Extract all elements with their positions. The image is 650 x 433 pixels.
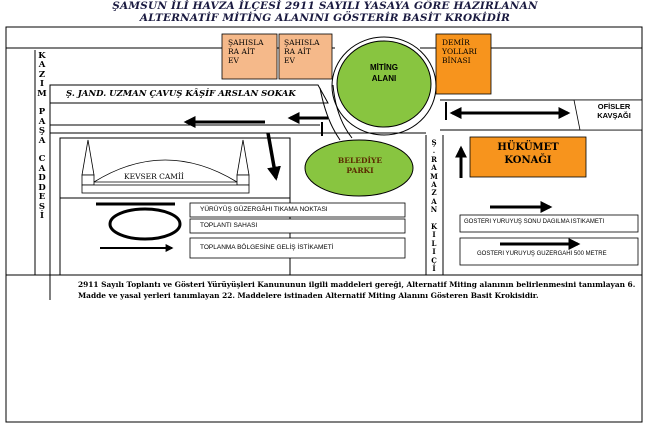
map-title-line-1: ŞAMSUN İLİ HAVZA İLÇESİ 2911 SAYILI YASAYA GÖRE HAZIRLANAN [112,0,538,12]
mosque-label: KEVSER CAMİİ [124,172,184,181]
rally-area [337,41,431,127]
ramazan-letter: Ç [431,255,437,265]
kazim-letter: A [38,60,46,71]
kazim-letter: A [38,163,46,174]
house2-line: EV [284,56,295,65]
kazim-letter: A [38,116,46,127]
kazim-letter: E [38,192,46,203]
footer-note: 2911 Sayılı Toplantı ve Gösteri Yürüyüşleri Kanununun ilgili maddeleri gereği, Alternatif Miting alanının belirlenmesini tanımlayan 6. Madde ve yasal yerleri tanımlayan 22. Maddelere istinaden Alternatif Miting Alanını Gösteren Basit Krokisidir. [78,280,636,300]
ramazan-letter: N [430,205,438,215]
minaret-base-left [82,175,94,185]
house1-line: ŞAHISLA [228,38,264,47]
house2-line: RA AİT [284,47,311,56]
legend-toplanti-label: TOPLANTI SAHASI [200,222,258,229]
ramazan-letter: A [431,163,437,173]
ramazan-letter: I [432,247,436,257]
ramazan-letter: I [432,264,436,274]
ramazan-letter: I [432,230,436,240]
ramazan-letter: A [431,196,437,206]
government-label [470,141,586,167]
rally-line: MİTİNG [370,63,398,72]
ramazan-kilic-street-label [428,139,440,274]
ramazan-letter: Ş [431,138,437,147]
private-house-1-label [228,38,264,65]
kazim-letter: C [38,154,46,165]
kazim-letter: S [38,201,46,212]
ramazan-letter: Z [431,188,437,198]
gov-line: HÜKÜMET [497,142,559,153]
park-line: BELEDİYE [337,156,383,165]
kazim-letter: Z [38,69,46,80]
house2-line: ŞAHISLA [284,38,320,47]
ramazan-letter: M [430,171,438,181]
kazim-letter: A [38,135,46,146]
map-title-line-2: ALTERNATİF MİTİNG ALANINI GÖSTERİR BASİT KROKİDİR [139,12,511,24]
legend-dagilma-label: GOSTERI YURUYUŞ SONU DAGILMA ISTIKAMETI [464,219,605,225]
ramazan-letter: A [431,180,437,190]
railway-line: DEMİR [442,38,470,47]
legend-tikama-label: YÜRÜYÜŞ GÜZERGÂHI TIKAMA NOKTASI [200,206,328,213]
ofisler-line1: OFİSLER [597,102,631,111]
legend-guzergah-label: GOSTERI YURUYUŞ GUZERGAHI 500 METRE [477,251,607,257]
railway-line: YOLLARI [442,47,478,56]
private-house-2-label [284,38,320,65]
kazim-letter: K [38,51,46,61]
rally-line: ALANI [371,74,397,83]
kazim-letter: D [38,182,46,193]
park-label [330,156,390,176]
minaret-base-right [237,175,249,185]
ramazan-letter: . [432,146,436,156]
ofisler-line2: KAVŞAĞI [597,110,631,120]
railway-building-label [442,38,477,65]
house1-line: RA AİT [228,47,255,56]
kazim-letter: İ [40,210,44,221]
kazim-letter: P [38,107,46,118]
railway-line: BİNASI [442,56,471,65]
rally-area-label [360,62,408,84]
park-line: PARKI [346,166,374,175]
ramazan-letter: K [430,222,438,232]
kazim-letter: I [40,79,44,90]
kazim-pasa-street-label [36,52,48,221]
jandarma-street-label: Ş. JAND. UZMAN ÇAVUŞ KÂŞİF ARSLAN SOKAK [66,89,296,99]
meeting-area-symbol [110,209,180,239]
ramazan-letter: L [431,238,437,248]
kazim-letter: D [38,173,46,184]
ofisler-junction-label [592,103,636,120]
gov-line: KONAĞI [504,155,552,166]
ramazan-letter: R [431,154,437,164]
kazim-letter: M [37,88,47,99]
house1-line: EV [228,56,239,65]
kazim-letter: Ş [38,126,46,137]
mosque-base [82,185,249,193]
legend-toplanma-label: TOPLANMA BÖLGESİNE GELİŞ İSTİKAMETİ [200,244,334,251]
